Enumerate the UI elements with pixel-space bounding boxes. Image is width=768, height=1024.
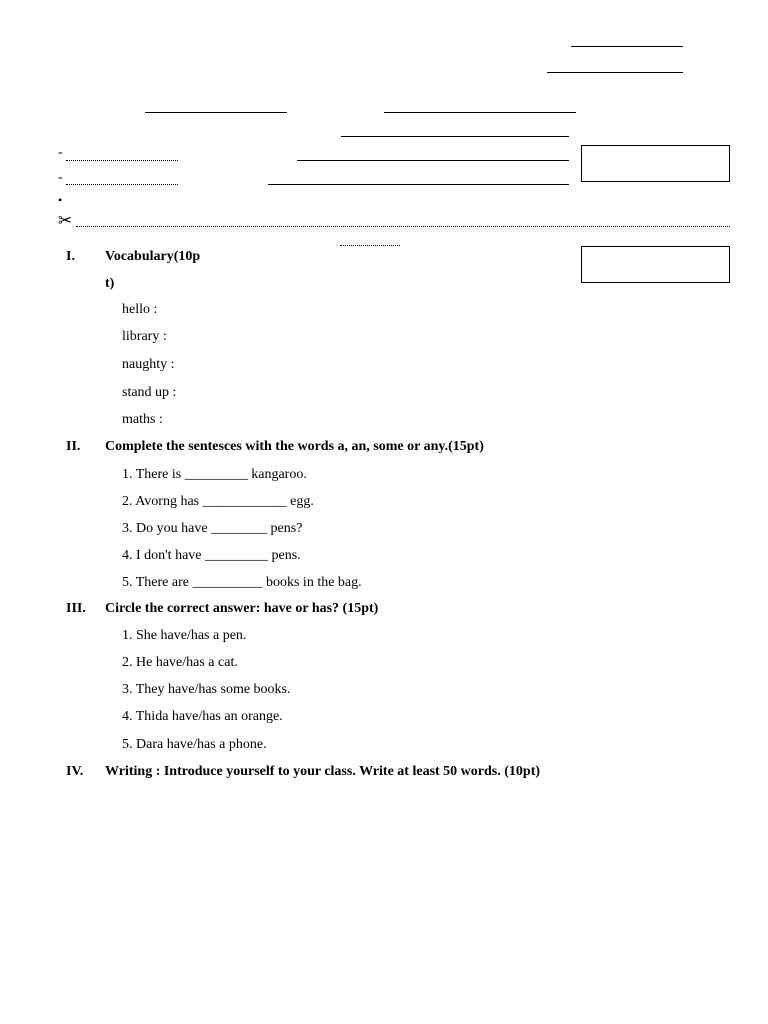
scissors-icon: ✂ xyxy=(58,211,73,231)
row1-line1[interactable] xyxy=(145,112,287,113)
row4-prefix: - xyxy=(58,170,63,185)
section-4-title: Writing : Introduce yourself to your class. Write at least 50 words. (10pt) xyxy=(105,764,541,779)
section-3-title: Circle the correct answer: have or has? (15pt) xyxy=(105,601,379,616)
row3-prefix: - xyxy=(58,145,63,160)
vocab-item-2: library : xyxy=(122,329,167,344)
cut-line xyxy=(76,226,730,227)
circle-item-4: 4. Thida have/has an orange. xyxy=(122,709,283,724)
vocab-item-4: stand up : xyxy=(122,385,177,400)
score-box-2[interactable] xyxy=(581,246,730,283)
vocab-item-5: maths : xyxy=(122,412,163,427)
fill-item-3: 3. Do you have ________ pens? xyxy=(122,521,303,536)
row4-dots[interactable] xyxy=(66,184,178,185)
top-right-line-2[interactable] xyxy=(547,72,683,73)
section-2-number: II. xyxy=(66,439,81,454)
row1-line2[interactable] xyxy=(384,112,576,113)
row2-line2[interactable] xyxy=(341,136,569,137)
vocab-item-3: naughty : xyxy=(122,357,175,372)
row3-dots[interactable] xyxy=(66,160,178,161)
circle-item-5: 5. Dara have/has a phone. xyxy=(122,737,267,752)
vocab-item-1: hello : xyxy=(122,302,158,317)
circle-item-3: 3. They have/has some books. xyxy=(122,682,291,697)
fill-item-1: 1. There is _________ kangaroo. xyxy=(122,467,307,482)
section-4-number: IV. xyxy=(66,764,84,779)
score-box-1[interactable] xyxy=(581,145,730,182)
circle-item-1: 1. She have/has a pen. xyxy=(122,628,247,643)
row3-line2[interactable] xyxy=(297,160,569,161)
circle-item-2: 2. He have/has a cat. xyxy=(122,655,238,670)
section-1-title: Vocabulary(10p xyxy=(105,249,201,264)
section-1-number: I. xyxy=(66,249,75,264)
row4-line2[interactable] xyxy=(268,184,569,185)
fill-item-4: 4. I don't have _________ pens. xyxy=(122,548,301,563)
subject-score-dots[interactable] xyxy=(340,245,400,246)
section-2-title: Complete the sentesces with the words a, an, some or any.(15pt) xyxy=(105,439,484,454)
section-3-number: III. xyxy=(66,601,86,616)
fill-item-2: 2. Avorng has ____________ egg. xyxy=(122,494,314,509)
bullet-icon: • xyxy=(58,193,63,207)
section-1-title-wrap: t) xyxy=(105,276,115,291)
fill-item-5: 5. There are __________ books in the bag. xyxy=(122,575,362,590)
top-right-line-1[interactable] xyxy=(571,46,683,47)
